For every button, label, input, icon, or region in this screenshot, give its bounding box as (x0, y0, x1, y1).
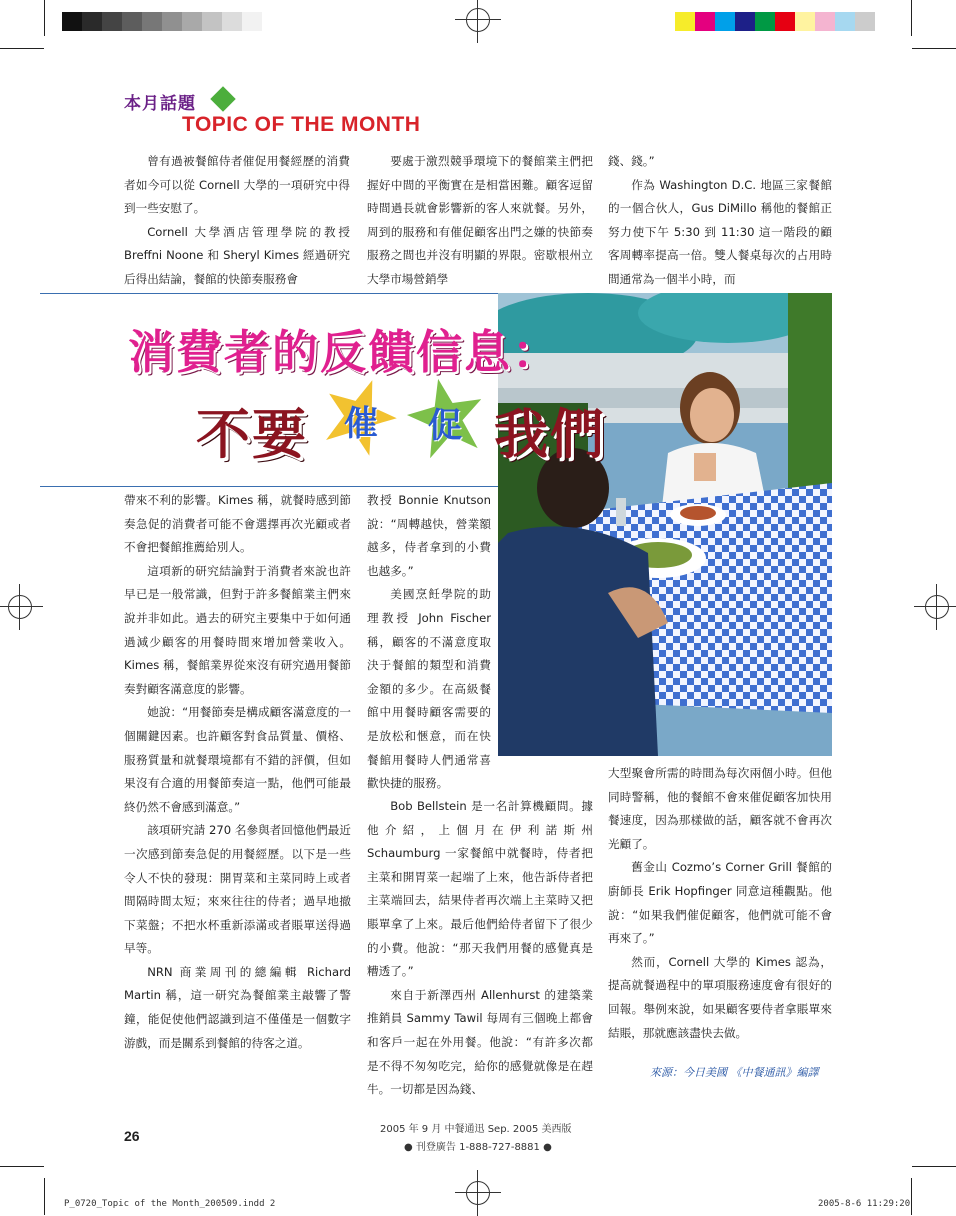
crop-mark (912, 1166, 956, 1167)
topic-heading: TOPIC OF THE MONTH (182, 113, 421, 136)
color-swatch (695, 12, 715, 31)
article-column-2-top (367, 150, 593, 292)
paragraph: 該項研究請 270 名參與者回憶他們最近一次感到節奏急促的用餐經歷。以下是一些令人不快的發現：開胃菜和主菜同時上或者間隔時間太短；來來往往的侍者；過早地撤下菜盤；不把水杯重新添滿或者賬單送得過早等。 (124, 823, 351, 956)
article-column-1-bottom (124, 489, 351, 1055)
color-swatch (815, 12, 835, 31)
source-credit: 來源：今日美國 《中餐通訊》編譯 (650, 1066, 819, 1079)
crop-mark (0, 1166, 44, 1167)
title-text: 我們 (494, 403, 606, 466)
color-swatch (222, 12, 242, 31)
registration-mark (8, 595, 32, 619)
title-line-1: 消費者的反饋信息： (128, 325, 560, 379)
color-swatch (675, 12, 695, 31)
color-swatch (795, 12, 815, 31)
section-kicker: 本月話題 (124, 94, 196, 114)
paragraph: 美國烹飪學院的助理教授 John Fischer 稱，顧客的不滿意度取決于餐館的類型和消費金額的多少。在高級餐館中用餐時顧客需要的是放松和愜意，而在快餐館用餐時人們通常喜歡快捷的服務。 (367, 587, 491, 791)
color-swatch (82, 12, 102, 31)
registration-mark (466, 1181, 490, 1205)
title-line-2 (196, 392, 308, 466)
color-swatch (102, 12, 122, 31)
paragraph: 這項新的研究結論對于消費者來說也許早已是一般常識，但對于許多餐館業主們來說并非如此。過去的研究主要集中于如何通過減少顧客的用餐時間來增加營業收入。Kimes 稱，餐館業界從來沒有研究過用餐節奏對顧客滿意度的影響。 (124, 563, 351, 696)
article-column-2-bottom (367, 795, 593, 1102)
crop-mark (911, 1178, 912, 1215)
diamond-icon (210, 86, 235, 111)
color-swatch (855, 12, 875, 31)
timestamp-slug: 2005-8-6 11:29:20 (818, 1199, 911, 1209)
title-text: 不要 (196, 403, 308, 466)
paragraph: 教授 Bonnie Knutson 說：“周轉越快，營業額越多，侍者拿到的小費也越多。” (367, 493, 491, 578)
paragraph: 帶來不利的影響。Kimes 稱，就餐時感到節奏急促的消費者可能不會選擇再次光顧或者不會把餐館推薦給別人。 (124, 493, 351, 555)
color-swatch (775, 12, 795, 31)
paragraph: 舊金山 Cozmo’s Corner Grill 餐館的廚師長 Erik Hopfinger 同意這種觀點。他說：“如果我們催促顧客，他們就可能不會再來了。” (608, 860, 832, 946)
color-swatch (62, 12, 82, 31)
title-rule-bottom (40, 486, 510, 487)
crop-mark (912, 48, 956, 49)
crop-mark (44, 0, 45, 36)
article-column-1-top (124, 150, 350, 292)
color-swatch (202, 12, 222, 31)
bubble-char: 促 (428, 406, 462, 446)
bubble-char: 催 (344, 404, 378, 444)
article-column-3-top (608, 150, 832, 292)
color-swatch (835, 12, 855, 31)
color-swatch (142, 12, 162, 31)
paragraph: 作為 Washington D.C. 地區三家餐館的一個合伙人，Gus DiMillo 稱他的餐館正努力使下午 5:30 到 11:30 這一階段的顧客周轉率提高一倍。雙人餐桌每次的占用時間通常為一個半小時，而 (608, 177, 832, 286)
crop-mark (911, 0, 912, 36)
color-swatch (715, 12, 735, 31)
paragraph: 她說：“用餐節奏是構成顧客滿意度的一個關鍵因素。也許顧客對食品質量、價格、服務質量和就餐環境都有不錯的評價，但如果沒有合適的用餐節奏這一點，他們可能最終仍然不會感到滿意。” (124, 705, 351, 814)
color-swatch (122, 12, 142, 31)
crop-mark (0, 48, 44, 49)
page-number: 26 (124, 1128, 140, 1144)
registration-mark (466, 8, 490, 32)
color-swatch (735, 12, 755, 31)
article-column-3-bottom (608, 762, 832, 1045)
paragraph: 曾有過被餐館侍者催促用餐經歷的消費者如今可以從 Cornell 大學的一項研究中得到一些安慰了。 (124, 154, 350, 216)
registration-mark (925, 595, 949, 619)
ad-line: ● 刊登廣告 1-888-727-8881 ● (404, 1142, 552, 1153)
title-rule-top (40, 293, 510, 294)
color-swatch (755, 12, 775, 31)
paragraph: 錢、錢。” (608, 154, 655, 168)
paragraph: Bob Bellstein 是一名計算機顧問。據他介紹，上個月在伊利諾斯州 Schaumburg 一家餐館中就餐時，侍者把主菜和開胃菜一起端了上來，他告訴侍者把主菜端回去，結果侍者再次端上主菜時又把賬單拿了上來。最后他們給侍者留下了很少的小費。他說：“那天我們用餐的感覺真是糟透了。” (367, 799, 593, 979)
issue-line: 2005 年 9 月 中餐通迅 Sep. 2005 美西版 (380, 1124, 572, 1135)
article-column-2-narrow (367, 489, 491, 796)
title-line-2-end (494, 392, 606, 469)
paragraph: NRN 商業周刊的總編輯 Richard Martin 稱，這一研究為餐館業主敲響了警鐘，能促使他們認識到這不僅僅是一個數字游戲，而是關系到餐館的待客之道。 (124, 964, 351, 1050)
paragraph: 要處于激烈競爭環境下的餐館業主們把握好中間的平衡實在是相當困難。顧客逗留時間過長就會影響新的客人來就餐。另外，周到的服務和有催促顧客出門之嫌的快節奏服務之間也并沒有明顯的界限。密歇根州立大學市場營銷學 (367, 154, 593, 286)
paragraph: 大型聚會所需的時間為每次兩個小時。但他同時警稱，他的餐館不會來催促顧客加快用餐速度，因為那樣做的話，顧客就不會再次光顧了。 (608, 766, 832, 851)
file-slug: P_0720_Topic of the Month_200509.indd 2 (64, 1199, 276, 1209)
paragraph: 然而，Cornell 大學的 Kimes 認為，提高就餐過程中的單項服務速度會有很好的回報。舉例來說，如果顧客要侍者拿賬單來結賬，那就應該盡快去做。 (608, 954, 832, 1040)
paragraph: 來自于新澤西州 Allenhurst 的建築業推銷員 Sammy Tawil 每周有三個晚上都會和客戶一起在外用餐。他說：“有許多次都是不得不匆匆吃完，給你的感覺就像是在趕牛。一切都是因為錢、 (367, 987, 593, 1097)
color-swatch (182, 12, 202, 31)
paragraph: Cornell 大學酒店管理學院的教授 Breffni Noone 和 Sheryl Kimes 經過研究后得出結論，餐館的快節奏服務會 (124, 224, 350, 286)
color-swatch (162, 12, 182, 31)
color-swatch (242, 12, 262, 31)
crop-mark (44, 1178, 45, 1215)
